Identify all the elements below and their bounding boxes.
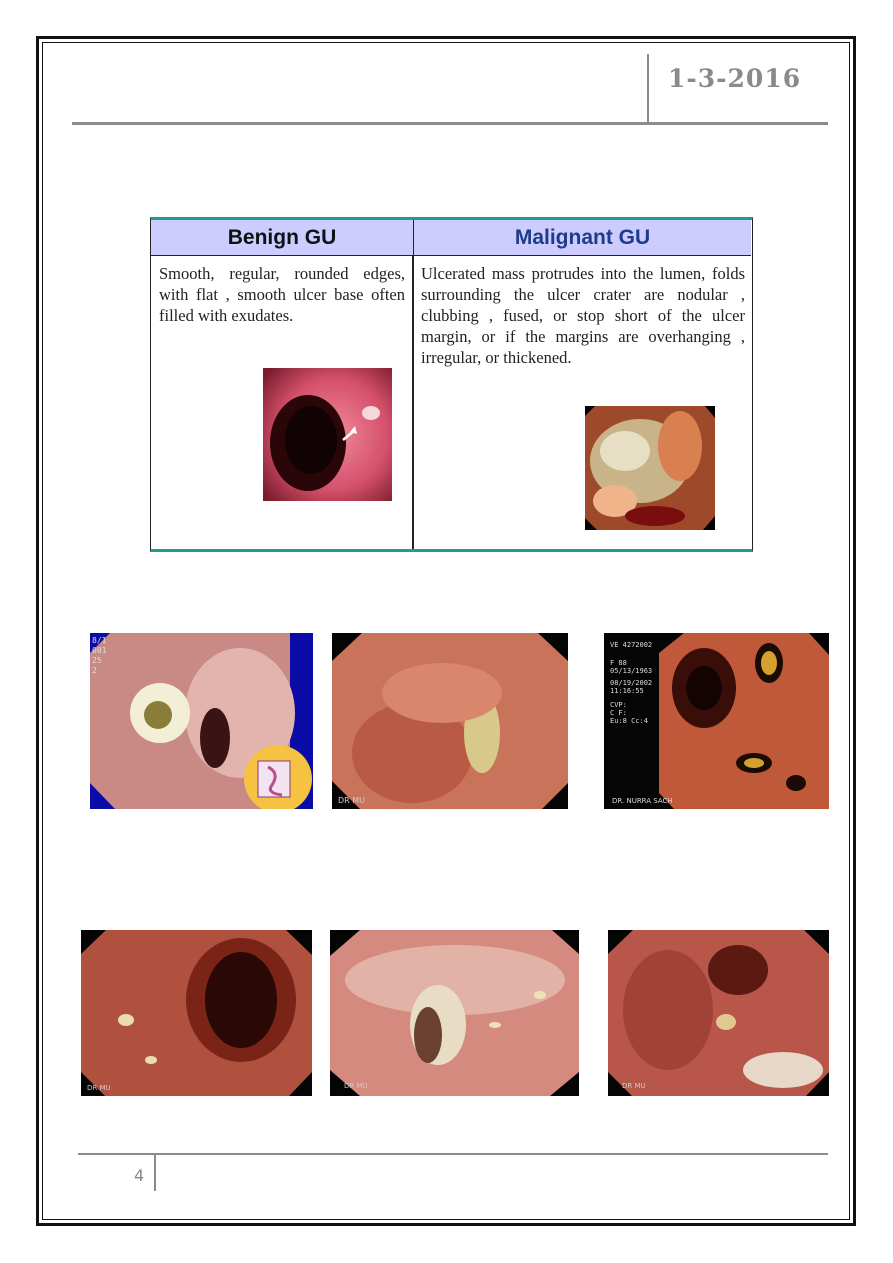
benign-header: Benign GU <box>151 220 413 256</box>
malignant-header: Malignant GU <box>413 220 751 256</box>
benign-ulcer-photo <box>263 368 392 501</box>
overlay-line-4: 2 <box>92 666 97 675</box>
endoscopy-image-6 <box>608 930 829 1096</box>
image-caption: DR MU <box>344 1082 368 1090</box>
overlay-line-3: 05/13/1963 <box>610 667 653 675</box>
malignant-description: Ulcerated mass protrudes into the lumen, folds surrounding the ulcer crater are nodular , clubbing , fused, or stop short of the ulcer margin, or if the margins are overhanging , irregular, or thickened. <box>421 264 745 367</box>
overlay-line-4: 08/19/2002 <box>610 679 653 687</box>
overlay-line-1: VE 4272002 <box>610 641 653 649</box>
endoscopy-image-1 <box>90 633 313 809</box>
malignant-ulcer-photo <box>585 406 715 530</box>
header-divider <box>647 54 649 124</box>
overlay-line-6: CVP: <box>610 701 627 709</box>
page-number: 4 <box>134 1166 145 1185</box>
endoscopy-image-5 <box>330 930 579 1096</box>
image-caption: DR MU <box>622 1082 646 1090</box>
overlay-line-5: 11:16:55 <box>610 687 644 695</box>
footer-rule <box>78 1153 828 1155</box>
endoscopy-image-3 <box>604 633 829 809</box>
image-caption: DR MU <box>338 796 366 805</box>
endoscopy-image-4 <box>81 930 312 1096</box>
image-caption: DR. NURRA SACH <box>612 797 673 805</box>
header-rule <box>72 122 828 125</box>
overlay-line-8: Eu:8 Cc:4 <box>610 717 648 725</box>
overlay-line-1: 8/1 <box>92 636 107 645</box>
footer-divider <box>154 1155 156 1191</box>
benign-description: Smooth, regular, rounded edges, with flat , smooth ulcer base often filled with exudates. <box>159 264 405 325</box>
overlay-line-2: 001 <box>92 646 107 655</box>
overlay-line-3: 25 <box>92 656 102 665</box>
image-caption: DR MU <box>87 1084 111 1092</box>
overlay-line-2: F 88 <box>610 659 627 667</box>
header-date: 1-3-2016 <box>668 64 802 93</box>
table-column-divider <box>412 220 414 549</box>
comparison-table <box>150 217 753 552</box>
overlay-line-7: C F: <box>610 709 627 717</box>
endoscopy-image-2 <box>332 633 568 809</box>
